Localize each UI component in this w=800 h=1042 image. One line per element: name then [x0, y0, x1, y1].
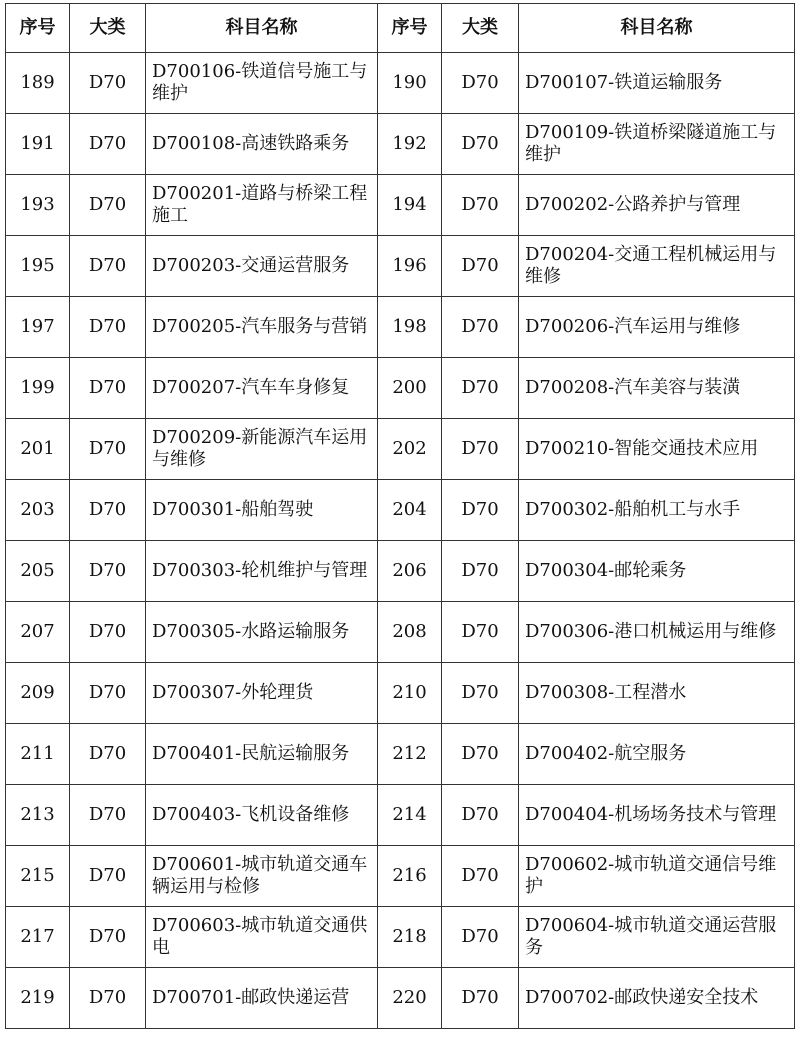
category-cell: D70 [442, 541, 519, 602]
table-row [6, 175, 795, 236]
category-cell: D70 [70, 236, 146, 297]
index-cell: 207 [6, 602, 70, 663]
category-cell: D70 [70, 480, 146, 541]
subject-name-cell: D700106-铁道信号施工与维护 [146, 53, 378, 114]
index-cell: 189 [6, 53, 70, 114]
subject-name-cell: D700302-船舶机工与水手 [519, 480, 795, 541]
index-cell: 192 [378, 114, 442, 175]
category-cell: D70 [70, 358, 146, 419]
index-cell: 199 [6, 358, 70, 419]
subject-name-cell: D700702-邮政快递安全技术 [519, 968, 795, 1029]
table-row [6, 358, 795, 419]
subject-name-cell: D700303-轮机维护与管理 [146, 541, 378, 602]
subject-name-cell: D700306-港口机械运用与维修 [519, 602, 795, 663]
index-cell: 194 [378, 175, 442, 236]
subject-name-cell: D700304-邮轮乘务 [519, 541, 795, 602]
category-cell: D70 [70, 907, 146, 968]
index-cell: 212 [378, 724, 442, 785]
category-cell: D70 [70, 724, 146, 785]
subject-name-cell: D700601-城市轨道交通车辆运用与检修 [146, 846, 378, 907]
subject-name-cell: D700305-水路运输服务 [146, 602, 378, 663]
subject-table [5, 3, 795, 1029]
subject-name-cell: D700108-高速铁路乘务 [146, 114, 378, 175]
table-row [6, 114, 795, 175]
subject-name-cell: D700205-汽车服务与营销 [146, 297, 378, 358]
subject-name-cell: D700207-汽车车身修复 [146, 358, 378, 419]
subject-name-cell: D700109-铁道桥梁隧道施工与维护 [519, 114, 795, 175]
category-cell: D70 [70, 785, 146, 846]
category-cell: D70 [442, 358, 519, 419]
table-row [6, 541, 795, 602]
category-cell: D70 [70, 663, 146, 724]
table-row [6, 602, 795, 663]
index-cell: 195 [6, 236, 70, 297]
index-cell: 214 [378, 785, 442, 846]
table-row [6, 907, 795, 968]
index-cell: 208 [378, 602, 442, 663]
index-cell: 213 [6, 785, 70, 846]
category-cell: D70 [70, 297, 146, 358]
category-cell: D70 [442, 53, 519, 114]
subject-name-cell: D700208-汽车美容与装潢 [519, 358, 795, 419]
category-cell: D70 [442, 419, 519, 480]
index-cell: 200 [378, 358, 442, 419]
subject-name-cell: D700209-新能源汽车运用与维修 [146, 419, 378, 480]
category-cell: D70 [442, 236, 519, 297]
subject-name-cell: D700202-公路养护与管理 [519, 175, 795, 236]
subject-name-cell: D700201-道路与桥梁工程施工 [146, 175, 378, 236]
index-cell: 206 [378, 541, 442, 602]
category-cell: D70 [442, 724, 519, 785]
table-row [6, 297, 795, 358]
index-cell: 191 [6, 114, 70, 175]
subject-name-cell: D700701-邮政快递运营 [146, 968, 378, 1029]
category-cell: D70 [442, 785, 519, 846]
category-cell: D70 [70, 541, 146, 602]
index-cell: 209 [6, 663, 70, 724]
index-cell: 216 [378, 846, 442, 907]
col-header-index: 序号 [378, 4, 442, 53]
subject-name-cell: D700401-民航运输服务 [146, 724, 378, 785]
category-cell: D70 [70, 968, 146, 1029]
col-header-category: 大类 [70, 4, 146, 53]
subject-name-cell: D700206-汽车运用与维修 [519, 297, 795, 358]
col-header-category: 大类 [442, 4, 519, 53]
index-cell: 202 [378, 419, 442, 480]
category-cell: D70 [442, 480, 519, 541]
header-row [6, 4, 795, 53]
index-cell: 210 [378, 663, 442, 724]
category-cell: D70 [442, 602, 519, 663]
subject-name-cell: D700203-交通运营服务 [146, 236, 378, 297]
category-cell: D70 [442, 846, 519, 907]
table-row [6, 53, 795, 114]
subject-name-cell: D700603-城市轨道交通供电 [146, 907, 378, 968]
table-row [6, 480, 795, 541]
subject-name-cell: D700307-外轮理货 [146, 663, 378, 724]
table-row [6, 785, 795, 846]
category-cell: D70 [70, 114, 146, 175]
index-cell: 217 [6, 907, 70, 968]
table-row [6, 846, 795, 907]
index-cell: 218 [378, 907, 442, 968]
subject-name-cell: D700602-城市轨道交通信号维护 [519, 846, 795, 907]
subject-name-cell: D700404-机场场务技术与管理 [519, 785, 795, 846]
col-header-index: 序号 [6, 4, 70, 53]
index-cell: 204 [378, 480, 442, 541]
table-body [6, 53, 795, 1029]
subject-name-cell: D700604-城市轨道交通运营服务 [519, 907, 795, 968]
subject-name-cell: D700308-工程潜水 [519, 663, 795, 724]
table-row [6, 968, 795, 1029]
index-cell: 203 [6, 480, 70, 541]
category-cell: D70 [70, 175, 146, 236]
table-row [6, 236, 795, 297]
category-cell: D70 [70, 419, 146, 480]
subject-name-cell: D700403-飞机设备维修 [146, 785, 378, 846]
subject-name-cell: D700402-航空服务 [519, 724, 795, 785]
index-cell: 205 [6, 541, 70, 602]
col-header-subject-name: 科目名称 [519, 4, 795, 53]
table-row [6, 663, 795, 724]
category-cell: D70 [70, 53, 146, 114]
category-cell: D70 [442, 114, 519, 175]
category-cell: D70 [70, 602, 146, 663]
index-cell: 211 [6, 724, 70, 785]
category-cell: D70 [442, 175, 519, 236]
table-row [6, 724, 795, 785]
index-cell: 198 [378, 297, 442, 358]
table-row [6, 419, 795, 480]
category-cell: D70 [442, 663, 519, 724]
index-cell: 219 [6, 968, 70, 1029]
category-cell: D70 [442, 968, 519, 1029]
subject-name-cell: D700107-铁道运输服务 [519, 53, 795, 114]
index-cell: 197 [6, 297, 70, 358]
index-cell: 220 [378, 968, 442, 1029]
subject-name-cell: D700210-智能交通技术应用 [519, 419, 795, 480]
index-cell: 196 [378, 236, 442, 297]
category-cell: D70 [70, 846, 146, 907]
index-cell: 190 [378, 53, 442, 114]
col-header-subject-name: 科目名称 [146, 4, 378, 53]
index-cell: 193 [6, 175, 70, 236]
category-cell: D70 [442, 297, 519, 358]
index-cell: 215 [6, 846, 70, 907]
subject-name-cell: D700301-船舶驾驶 [146, 480, 378, 541]
category-cell: D70 [442, 907, 519, 968]
subject-name-cell: D700204-交通工程机械运用与维修 [519, 236, 795, 297]
index-cell: 201 [6, 419, 70, 480]
